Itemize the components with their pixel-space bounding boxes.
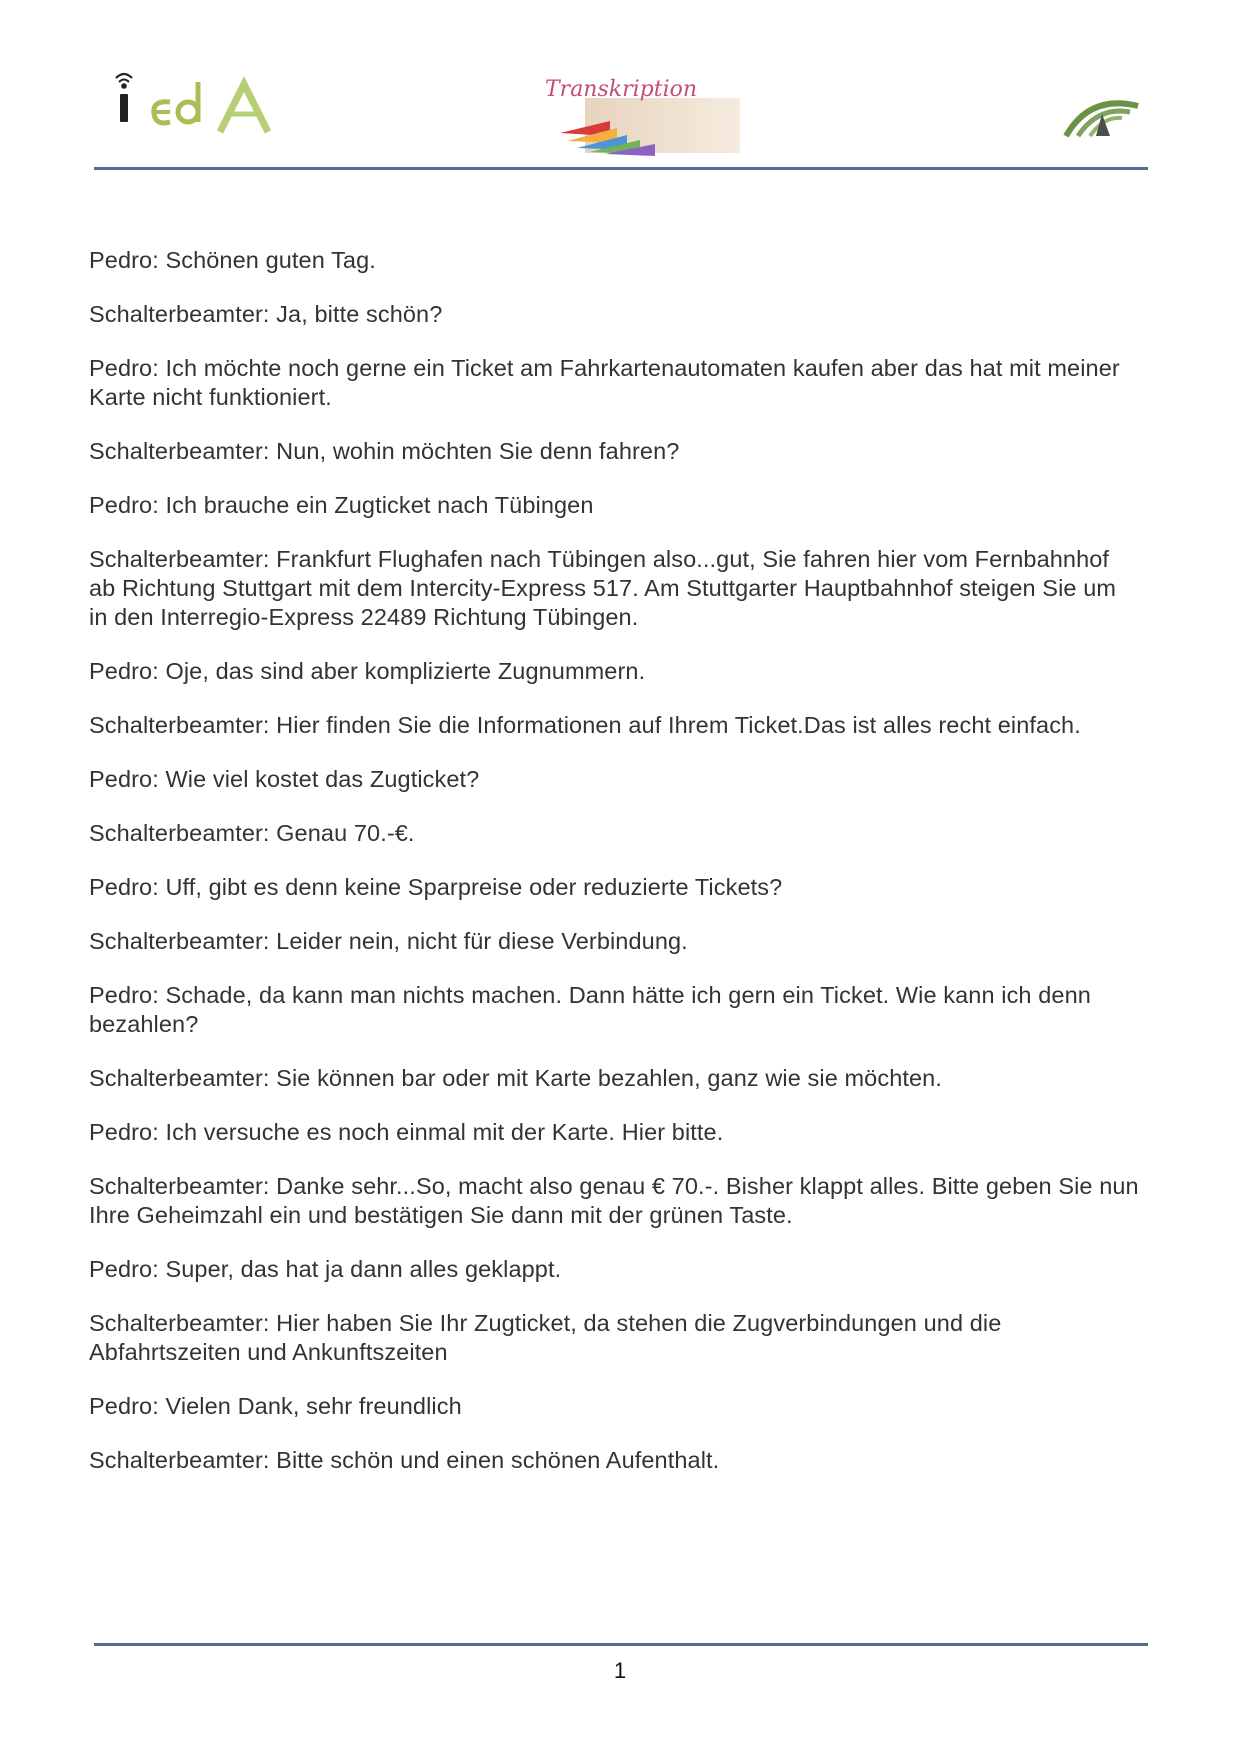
dialogue-line: Pedro: Wie viel kostet das Zugticket?: [89, 766, 480, 792]
transcript-dialogue: [89, 246, 1139, 1500]
page-number: 1: [613, 1658, 627, 1683]
dialogue-line: Schalterbeamter: Hier finden Sie die Informationen auf Ihrem Ticket.Das ist alles recht einfach.: [89, 712, 1081, 738]
dialogue-line: Pedro: Uff, gibt es denn keine Sparpreise oder reduzierte Tickets?: [89, 874, 783, 900]
dialogue-line: Pedro: Schade, da kann man nichts machen. Dann hätte ich gern ein Ticket. Wie kann ich denn bezahlen?: [89, 982, 1091, 1037]
dialogue-line: Schalterbeamter: Leider nein, nicht für diese Verbindung.: [89, 928, 688, 954]
arc-logo: [1060, 88, 1145, 138]
dialogue-line: Schalterbeamter: Bitte schön und einen schönen Aufenthalt.: [89, 1447, 720, 1473]
dialogue-line: Pedro: Ich versuche es noch einmal mit der Karte. Hier bitte.: [89, 1119, 724, 1145]
svg-text:Transkription: Transkription: [545, 78, 698, 102]
header-divider: [94, 167, 1148, 170]
dialogue-line: Schalterbeamter: Nun, wohin möchten Sie denn fahren?: [89, 438, 680, 464]
dialogue-line: Schalterbeamter: Ja, bitte schön?: [89, 301, 443, 327]
dialogue-line: Pedro: Vielen Dank, sehr freundlich: [89, 1393, 462, 1419]
page-header: [0, 0, 1240, 175]
dialogue-line: Schalterbeamter: Hier haben Sie Ihr Zugticket, da stehen die Zugverbindungen und die Abfahrtszeiten und Ankunftszeiten: [89, 1310, 1002, 1365]
dialogue-line: Pedro: Oje, das sind aber komplizierte Zugnummern.: [89, 658, 646, 684]
dialogue-line: Schalterbeamter: Frankfurt Flughafen nach Tübingen also...gut, Sie fahren hier vom Fernbahnhof ab Richtung Stuttgart mit dem Intercity-Express 517. Am Stuttgarter Hauptbahnhof steigen Sie um in den Interregio-Express 22489 Richtung Tübingen.: [89, 546, 1117, 630]
dialogue-line: Schalterbeamter: Sie können bar oder mit Karte bezahlen, ganz wie sie möchten.: [89, 1065, 942, 1091]
footer-divider: [94, 1643, 1148, 1646]
dialogue-line: Pedro: Ich möchte noch gerne ein Ticket am Fahrkartenautomaten kaufen aber das hat mit meiner Karte nicht funktioniert.: [89, 355, 1120, 410]
dialogue-line: Pedro: Schönen guten Tag.: [89, 247, 376, 273]
dialogue-line: Schalterbeamter: Genau 70.-€.: [89, 820, 415, 846]
dialogue-line: Pedro: Ich brauche ein Zugticket nach Tübingen: [89, 492, 594, 518]
dialogue-line: Pedro: Super, das hat ja dann alles geklappt.: [89, 1256, 562, 1282]
dialogue-line: Schalterbeamter: Danke sehr...So, macht also genau € 70.-. Bisher klappt alles. Bitte geben Sie nun Ihre Geheimzahl ein und bestätigen Sie dann mit der grünen Taste.: [89, 1173, 1139, 1228]
transkription-logo: [545, 78, 745, 156]
ieda-logo: [108, 70, 273, 150]
